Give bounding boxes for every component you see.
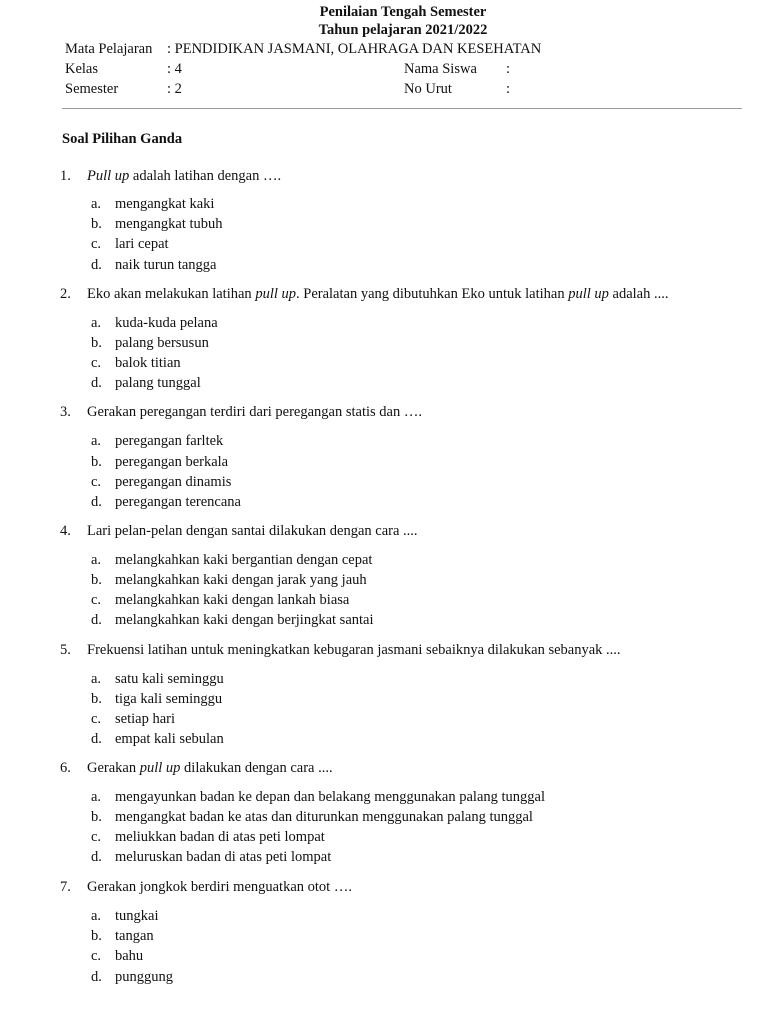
option-5b[interactable]: b. tiga kali seminggu (91, 691, 223, 707)
option-2c[interactable]: c. balok titian (91, 355, 181, 371)
option-6c[interactable]: c. meliukkan badan di atas peti lompat (91, 829, 325, 845)
question-6 (60, 760, 333, 777)
option-4c[interactable]: c. melangkahkan kaki dengan lankah biasa (91, 592, 350, 608)
question-text: Pull up adalah latihan dengan …. (87, 168, 282, 184)
class-label: Kelas (65, 61, 99, 77)
question-text: Lari pelan-pelan dengan santai dilakukan dengan cara .... (87, 523, 418, 539)
option-5d[interactable]: d. empat kali sebulan (91, 731, 224, 747)
option-3a[interactable]: a. peregangan farltek (91, 433, 224, 449)
option-2a[interactable]: a. kuda-kuda pelana (91, 315, 218, 331)
option-7d[interactable]: d. punggung (91, 969, 173, 985)
question-5 (60, 642, 621, 659)
question-4 (60, 523, 418, 540)
question-text: Eko akan melakukan latihan pull up. Peralatan yang dibutuhkan Eko untuk latihan pull up adalah .... (87, 286, 669, 302)
question-text: Frekuensi latihan untuk meningkatkan kebugaran jasmani sebaiknya dilakukan sebanyak .... (87, 642, 621, 658)
question-number: 7. (60, 879, 71, 895)
option-5c[interactable]: c. setiap hari (91, 711, 175, 727)
option-4a[interactable]: a. melangkahkan kaki bergantian dengan cepat (91, 552, 373, 568)
option-7b[interactable]: b. tangan (91, 928, 154, 944)
question-7 (60, 879, 352, 896)
question-number: 6. (60, 760, 71, 776)
option-1b[interactable]: b. mengangkat tubuh (91, 216, 223, 232)
option-4d[interactable]: d. melangkahkan kaki dengan berjingkat santai (91, 612, 374, 628)
question-number: 3. (60, 404, 71, 420)
question-text: Gerakan pull up dilakukan dengan cara .... (87, 760, 333, 776)
header-divider (62, 108, 742, 109)
question-number: 5. (60, 642, 71, 658)
option-6d[interactable]: d. meluruskan badan di atas peti lompat (91, 849, 332, 865)
question-1 (60, 168, 281, 185)
option-3c[interactable]: c. peregangan dinamis (91, 474, 232, 490)
question-number: 2. (60, 286, 71, 302)
option-1a[interactable]: a. mengangkat kaki (91, 196, 215, 212)
student-name-value: : (506, 61, 511, 77)
option-1d[interactable]: d. naik turun tangga (91, 257, 217, 273)
option-2b[interactable]: b. palang bersusun (91, 335, 209, 351)
semester-value: : 2 (167, 81, 182, 97)
option-1c[interactable]: c. lari cepat (91, 236, 169, 252)
option-7c[interactable]: c. bahu (91, 948, 144, 964)
student-name-label: Nama Siswa (404, 61, 477, 77)
subject-label: Mata Pelajaran (65, 41, 153, 57)
exam-subtitle: Tahun pelajaran 2021/2022 (318, 22, 488, 38)
option-3b[interactable]: b. peregangan berkala (91, 454, 229, 470)
class-value: : 4 (167, 61, 182, 77)
option-6b[interactable]: b. mengangkat badan ke atas dan diturunkan menggunakan palang tunggal (91, 809, 533, 825)
question-3 (60, 404, 422, 421)
question-number: 4. (60, 523, 71, 539)
semester-label: Semester (65, 81, 119, 97)
option-7a[interactable]: a. tungkai (91, 908, 159, 924)
number-label: No Urut (404, 81, 452, 97)
question-2 (60, 286, 669, 303)
option-4b[interactable]: b. melangkahkan kaki dengan jarak yang jauh (91, 572, 367, 588)
option-5a[interactable]: a. satu kali seminggu (91, 671, 224, 687)
option-3d[interactable]: d. peregangan terencana (91, 494, 241, 510)
exam-title: Penilaian Tengah Semester (319, 4, 487, 20)
option-2d[interactable]: d. palang tunggal (91, 375, 201, 391)
option-6a[interactable]: a. mengayunkan badan ke depan dan belakang menggunakan palang tunggal (91, 789, 546, 805)
question-text: Gerakan jongkok berdiri menguatkan otot …. (87, 879, 352, 895)
section-title: Soal Pilihan Ganda (62, 131, 183, 147)
subject-value: : PENDIDIKAN JASMANI, OLAHRAGA DAN KESEHATAN (167, 41, 542, 57)
question-text: Gerakan peregangan terdiri dari peregangan statis dan …. (87, 404, 422, 420)
question-number: 1. (60, 168, 71, 184)
number-value: : (506, 81, 511, 97)
